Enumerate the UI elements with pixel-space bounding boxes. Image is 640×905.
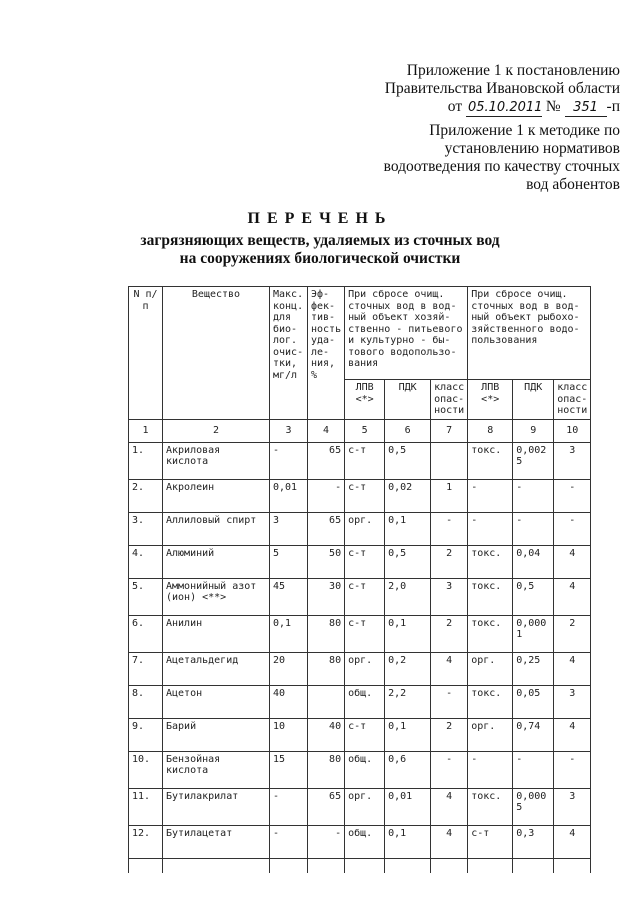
table-row bbox=[129, 578, 591, 615]
row-number: 5. bbox=[129, 578, 163, 615]
pdk-fishery: 0,3 bbox=[513, 825, 554, 858]
col-number: 5 bbox=[345, 419, 385, 442]
title-main: ПЕРЕЧЕНЬ bbox=[247, 210, 393, 227]
appendix-line-2: Правительства Ивановской области bbox=[384, 80, 620, 97]
appendix-line-1: Приложение 1 к постановлению bbox=[406, 62, 620, 79]
hazard-household: 4 bbox=[431, 652, 468, 685]
pdk-household: 0,1 bbox=[385, 615, 431, 652]
pollutants-table bbox=[128, 286, 591, 873]
pdk-fishery: - bbox=[513, 479, 554, 512]
max-concentration: 40 bbox=[270, 685, 308, 718]
row-number: 1. bbox=[129, 442, 163, 479]
hazard-fishery: - bbox=[554, 479, 591, 512]
table-row bbox=[129, 652, 591, 685]
pdk-household: 0,5 bbox=[385, 545, 431, 578]
hazard-household: - bbox=[431, 512, 468, 545]
lpv-fishery: - bbox=[468, 512, 513, 545]
hazard-household: - bbox=[431, 685, 468, 718]
col-number: 9 bbox=[513, 419, 554, 442]
removal-efficiency: 40 bbox=[308, 718, 345, 751]
col-number: 10 bbox=[554, 419, 591, 442]
lpv-household: с-т bbox=[345, 615, 385, 652]
hazard-fishery: 3 bbox=[554, 685, 591, 718]
hazard-fishery: 4 bbox=[554, 825, 591, 858]
pdk-fishery: - bbox=[513, 751, 554, 788]
lpv-household: орг. bbox=[345, 788, 385, 825]
column-numbers-row bbox=[129, 419, 591, 442]
lpv-household: орг. bbox=[345, 512, 385, 545]
substance-name: Анилин bbox=[163, 615, 270, 652]
header-pdk-2: ПДК bbox=[513, 380, 554, 420]
table-row bbox=[129, 788, 591, 825]
from-label: от bbox=[447, 98, 463, 115]
row-number: 4. bbox=[129, 545, 163, 578]
substance-name: Бензойная кислота bbox=[163, 751, 270, 788]
row-number: 6. bbox=[129, 615, 163, 652]
table-row bbox=[129, 442, 591, 479]
max-concentration: 45 bbox=[270, 578, 308, 615]
pdk-household: 0,6 bbox=[385, 751, 431, 788]
lpv-fishery: токс. bbox=[468, 615, 513, 652]
substance-name: Аллиловый спирт bbox=[163, 512, 270, 545]
pdk-household: 0,1 bbox=[385, 512, 431, 545]
lpv-household: с-т bbox=[345, 442, 385, 479]
lpv-fishery: орг. bbox=[468, 652, 513, 685]
lpv-household: орг. bbox=[345, 652, 385, 685]
appendix-date-line bbox=[385, 98, 620, 117]
substance-name: Бутилацетат bbox=[163, 825, 270, 858]
lpv-fishery: токс. bbox=[468, 442, 513, 479]
lpv-household: общ. bbox=[345, 751, 385, 788]
pdk-household: 0,1 bbox=[385, 718, 431, 751]
pdk-household: 0,5 bbox=[385, 442, 431, 479]
lpv-fishery: с-т bbox=[468, 825, 513, 858]
pdk-household: 0,1 bbox=[385, 825, 431, 858]
substance-name: Акриловая кислота bbox=[163, 442, 270, 479]
hazard-fishery: 4 bbox=[554, 652, 591, 685]
hazard-household: 2 bbox=[431, 718, 468, 751]
col-number: 2 bbox=[163, 419, 270, 442]
pdk-household: 2,2 bbox=[385, 685, 431, 718]
lpv-fishery: - bbox=[468, 479, 513, 512]
number-suffix: -п bbox=[606, 98, 620, 115]
removal-efficiency: - bbox=[308, 825, 345, 858]
method-line-4: вод абонентов bbox=[526, 176, 620, 193]
method-line-2: установлению нормативов bbox=[444, 140, 620, 157]
appendix-header-method bbox=[384, 122, 620, 194]
handwritten-number: 351 bbox=[565, 100, 607, 117]
removal-efficiency bbox=[308, 685, 345, 718]
lpv-household: с-т bbox=[345, 578, 385, 615]
removal-efficiency: 65 bbox=[308, 512, 345, 545]
table-row bbox=[129, 751, 591, 788]
col-number: 1 bbox=[129, 419, 163, 442]
table-row bbox=[129, 615, 591, 652]
table-row bbox=[129, 685, 591, 718]
header-num: N п/п bbox=[129, 287, 163, 420]
max-concentration: 0,1 bbox=[270, 615, 308, 652]
pdk-household: 2,0 bbox=[385, 578, 431, 615]
header-hazard-2: класс опас- ности bbox=[554, 380, 591, 420]
table-row bbox=[129, 512, 591, 545]
lpv-household: с-т bbox=[345, 479, 385, 512]
pdk-fishery: 0,05 bbox=[513, 685, 554, 718]
hazard-household: 4 bbox=[431, 825, 468, 858]
hazard-household: 1 bbox=[431, 479, 468, 512]
pdk-fishery: 0,74 bbox=[513, 718, 554, 751]
hazard-fishery: 3 bbox=[554, 442, 591, 479]
max-concentration: 3 bbox=[270, 512, 308, 545]
table-continuation bbox=[129, 858, 591, 873]
row-number: 8. bbox=[129, 685, 163, 718]
hazard-fishery: 2 bbox=[554, 615, 591, 652]
header-lpv-1: ЛПВ <*> bbox=[345, 380, 385, 420]
pdk-fishery: 0,000 1 bbox=[513, 615, 554, 652]
lpv-household: общ. bbox=[345, 685, 385, 718]
row-number: 7. bbox=[129, 652, 163, 685]
removal-efficiency: 30 bbox=[308, 578, 345, 615]
document-title bbox=[0, 210, 640, 268]
hazard-fishery: - bbox=[554, 512, 591, 545]
pdk-household: 0,02 bbox=[385, 479, 431, 512]
substance-name: Алюминий bbox=[163, 545, 270, 578]
col-number: 4 bbox=[308, 419, 345, 442]
hazard-fishery: 4 bbox=[554, 545, 591, 578]
col-number: 8 bbox=[468, 419, 513, 442]
pdk-fishery: 0,04 bbox=[513, 545, 554, 578]
pdk-fishery: 0,5 bbox=[513, 578, 554, 615]
table-row bbox=[129, 825, 591, 858]
pdk-household: 0,2 bbox=[385, 652, 431, 685]
header-hazard-1: класс опас- ности bbox=[431, 380, 468, 420]
max-concentration: - bbox=[270, 442, 308, 479]
lpv-household: с-т bbox=[345, 718, 385, 751]
hazard-fishery: 4 bbox=[554, 718, 591, 751]
hazard-household: 4 bbox=[431, 788, 468, 825]
substance-name: Акролеин bbox=[163, 479, 270, 512]
lpv-fishery: орг. bbox=[468, 718, 513, 751]
row-number: 10. bbox=[129, 751, 163, 788]
lpv-fishery: - bbox=[468, 751, 513, 788]
removal-efficiency: 80 bbox=[308, 652, 345, 685]
pdk-household: 0,01 bbox=[385, 788, 431, 825]
header-efficiency: Эф- фек- тив- ность уда- ле- ния, % bbox=[308, 287, 345, 420]
hazard-fishery: 4 bbox=[554, 578, 591, 615]
max-concentration: 20 bbox=[270, 652, 308, 685]
handwritten-date: 05.10.2011 bbox=[467, 100, 543, 115]
number-label: № bbox=[545, 98, 561, 115]
pdk-fishery: 0,002 5 bbox=[513, 442, 554, 479]
removal-efficiency: 65 bbox=[308, 788, 345, 825]
removal-efficiency: 80 bbox=[308, 751, 345, 788]
method-line-3: водоотведения по качеству сточных bbox=[383, 158, 620, 175]
lpv-fishery: токс. bbox=[468, 788, 513, 825]
lpv-fishery: токс. bbox=[468, 545, 513, 578]
substance-name: Ацетальдегид bbox=[163, 652, 270, 685]
pdk-fishery: 0,25 bbox=[513, 652, 554, 685]
header-substance: Вещество bbox=[163, 287, 270, 420]
row-number: 11. bbox=[129, 788, 163, 825]
header-max-conc: Макс. конц. для био- лог. очис- тки, мг/л bbox=[270, 287, 308, 420]
removal-efficiency: - bbox=[308, 479, 345, 512]
substance-name: Барий bbox=[163, 718, 270, 751]
row-number: 12. bbox=[129, 825, 163, 858]
col-number: 3 bbox=[270, 419, 308, 442]
max-concentration: - bbox=[270, 788, 308, 825]
header-group-household: При сбросе очищ. сточных вод в вод- ный объект хозяй- ственно - питьевого и культурно - бы- тового водопользо- вания bbox=[345, 287, 468, 380]
hazard-fishery: - bbox=[554, 751, 591, 788]
substance-name: Ацетон bbox=[163, 685, 270, 718]
hazard-household: 3 bbox=[431, 578, 468, 615]
table-body bbox=[129, 442, 591, 858]
removal-efficiency: 80 bbox=[308, 615, 345, 652]
hazard-household bbox=[431, 442, 468, 479]
lpv-fishery: токс. bbox=[468, 578, 513, 615]
substance-name: Бутилакрилат bbox=[163, 788, 270, 825]
lpv-fishery: токс. bbox=[468, 685, 513, 718]
lpv-household: общ. bbox=[345, 825, 385, 858]
table-row bbox=[129, 718, 591, 751]
max-concentration: 10 bbox=[270, 718, 308, 751]
pdk-fishery: - bbox=[513, 512, 554, 545]
title-line-3: на сооружениях биологической очистки bbox=[179, 250, 461, 267]
method-line-1: Приложение 1 к методике по bbox=[429, 122, 620, 139]
max-concentration: 15 bbox=[270, 751, 308, 788]
table-row bbox=[129, 479, 591, 512]
removal-efficiency: 50 bbox=[308, 545, 345, 578]
pdk-fishery: 0,000 5 bbox=[513, 788, 554, 825]
removal-efficiency: 65 bbox=[308, 442, 345, 479]
col-number: 7 bbox=[431, 419, 468, 442]
hazard-fishery: 3 bbox=[554, 788, 591, 825]
header-group-fishery: При сбросе очищ. сточных вод в вод- ный объект рыбохо- зяйственного водо- пользования bbox=[468, 287, 591, 380]
col-number: 6 bbox=[385, 419, 431, 442]
max-concentration: 5 bbox=[270, 545, 308, 578]
hazard-household: - bbox=[431, 751, 468, 788]
row-number: 9. bbox=[129, 718, 163, 751]
row-number: 2. bbox=[129, 479, 163, 512]
max-concentration: 0,01 bbox=[270, 479, 308, 512]
title-line-2: загрязняющих веществ, удаляемых из сточных вод bbox=[140, 232, 500, 249]
row-number: 3. bbox=[129, 512, 163, 545]
hazard-household: 2 bbox=[431, 615, 468, 652]
substance-name: Аммонийный азот (ион) <**> bbox=[163, 578, 270, 615]
hazard-household: 2 bbox=[431, 545, 468, 578]
max-concentration: - bbox=[270, 825, 308, 858]
appendix-header-resolution bbox=[385, 62, 620, 117]
table-row bbox=[129, 545, 591, 578]
header-pdk-1: ПДК bbox=[385, 380, 431, 420]
lpv-household: с-т bbox=[345, 545, 385, 578]
header-lpv-2: ЛПВ <*> bbox=[468, 380, 513, 420]
